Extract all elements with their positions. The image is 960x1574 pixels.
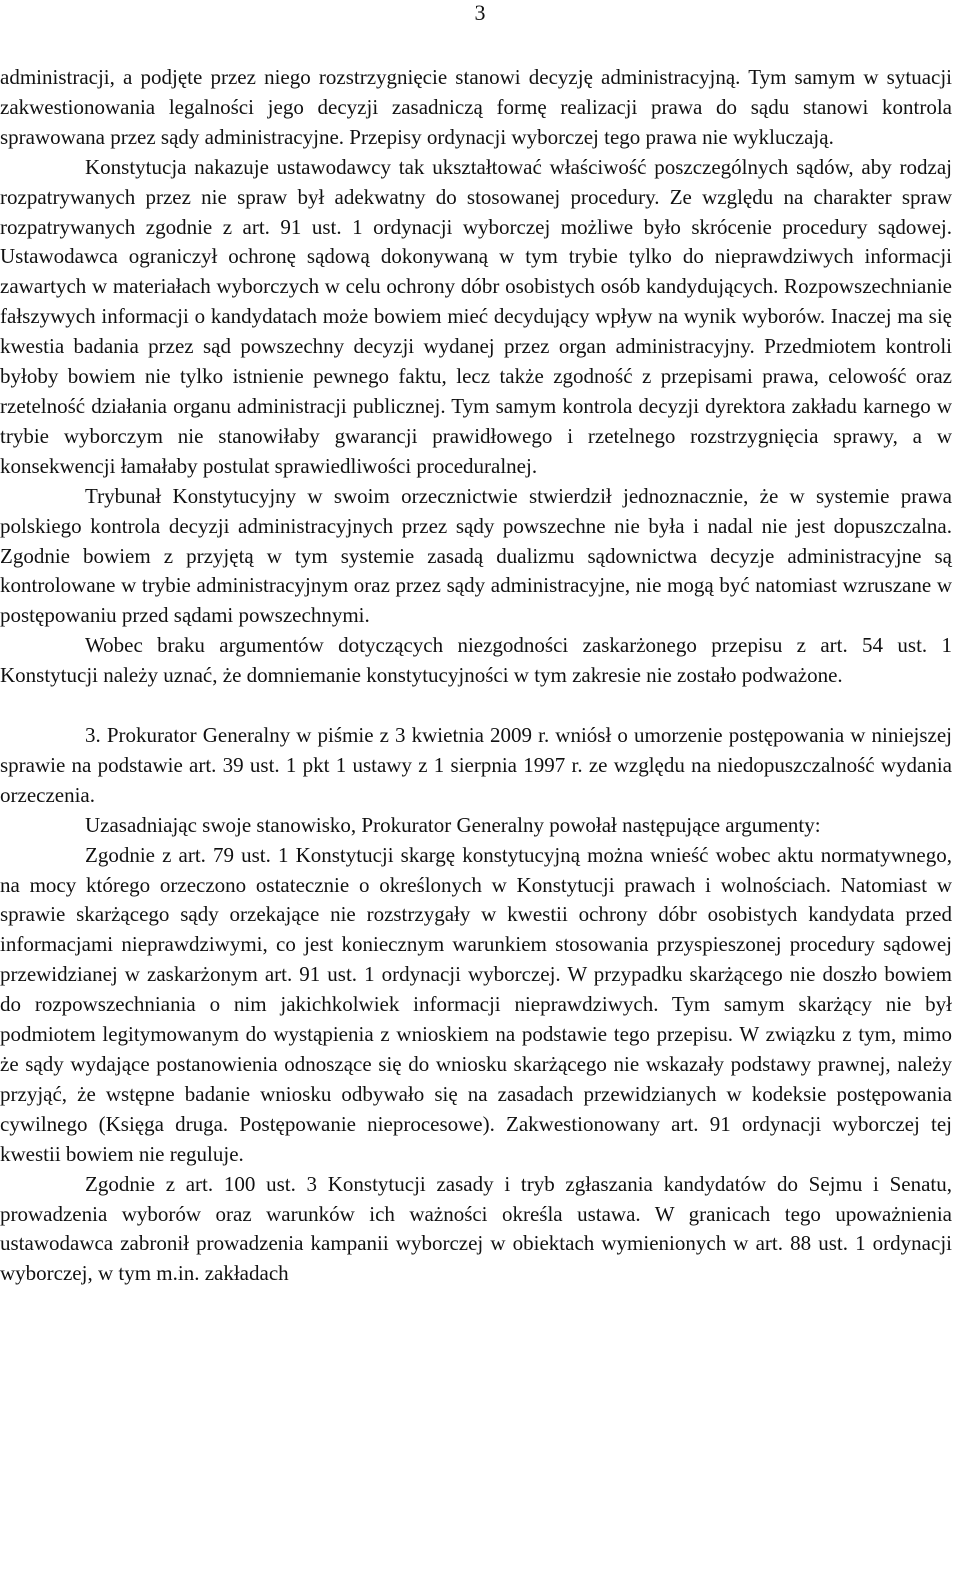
paragraph-1: administracji, a podjęte przez niego rozstrzygnięcie stanowi decyzję administracyjną. Tym samym w sytuacji zakwestionowania legalności jego decyzji zasadniczą formę realizacji prawa do sądu stanowi kontrola sprawowana przez sądy administracyjne. Przepisy ordynacji wyborczej tego prawa nie wykluczają.: [0, 65, 952, 149]
paragraph-2: Konstytucja nakazuje ustawodawcy tak ukształtować właściwość poszczególnych sądów, aby rodzaj rozpatrywanych przez nie spraw był adekwatny do stosowanej procedury. Ze względu na charakter spraw rozpatrywanych zgodnie z art. 91 ust. 1 ordynacji wyborczej możliwe było skrócenie procedury sądowej. Ustawodawca ograniczył ochronę sądową dokonywaną w tym trybie tylko do nieprawdziwych informacji zawartych w materiałach wyborczych w celu ochrony dóbr osobistych osób kandydujących. Rozpowszechnianie fałszywych informacji o kandydatach może bowiem mieć decydujący wpływ na wynik wyborów. Inaczej ma się kwestia badania przez sąd powszechny decyzji wydanej przez organ administracyjny. Przedmiotem kontroli byłoby bowiem nie tylko istnienie pewnego faktu, lecz także zgodność z przepisami prawa, celowość oraz rzetelność działania organu administracji publicznej. Tym samym kontrola decyzji dyrektora zakładu karnego w trybie wyborczym nie stanowiłaby gwarancji prawidłowego i rzetelnego rozstrzygnięcia sprawy, a w konsekwencji łamałaby postulat sprawiedliwości proceduralnej.: [0, 154, 952, 478]
paragraph-5: 3. Prokurator Generalny w piśmie z 3 kwietnia 2009 r. wniósł o umorzenie postępowania w niniejszej sprawie na podstawie art. 39 ust. 1 pkt 1 ustawy z 1 sierpnia 1997 r. ze względu na niedopuszczalność wydania orzeczenia.: [0, 723, 952, 807]
paragraph-8: Zgodnie z art. 100 ust. 3 Konstytucji zasady i tryb zgłaszania kandydatów do Sejmu i Senatu, prowadzenia wyborów oraz warunków ich ważności określa ustawa. W granicach tego upoważnienia ustawodawca zabronił prowadzenia kampanii wyborczej w obiektach wymienionych w art. 88 ust. 1 ordynacji wyborczej, w tym m.in. zakładach: [0, 1171, 952, 1286]
paragraph-4: Wobec braku argumentów dotyczących niezgodności zaskarżonego przepisu z art. 54 ust. 1 Konstytucji należy uznać, że domniemanie konstytucyjności w tym zakresie nie zostało podważone.: [0, 633, 952, 688]
document-body: [0, 63, 952, 1289]
page-number: 3: [474, 0, 486, 25]
section-gap: [0, 691, 952, 721]
paragraph-6: Uzasadniając swoje stanowisko, Prokurator Generalny powołał następujące argumenty:: [85, 812, 821, 837]
paragraph-7: Zgodnie z art. 79 ust. 1 Konstytucji skargę konstytucyjną można wnieść wobec aktu normatywnego, na mocy którego orzeczono ostatecznie o określonych w Konstytucji prawach i wolnościach. Natomiast w sprawie skarżącego sądy orzekające nie rozstrzygały w kwestii ochrony dóbr osobistych kandydata przed informacjami nieprawdziwymi, co jest koniecznym warunkiem stosowania przyspieszonej procedury sądowej przewidzianej w zaskarżonym art. 91 ust. 1 ordynacji wyborczej. W przypadku skarżącego nie doszło bowiem do rozpowszechniania o nim jakichkolwiek informacji nieprawdziwych. Tym samym skarżący nie był podmiotem legitymowanym do wystąpienia z wnioskiem na podstawie tego przepisu. W związku z tym, mimo że sądy wydające postanowienia odnoszące się do wniosku skarżącego nie wskazały podstawy prawnej, należy przyjąć, że wstępne badanie wniosku odbywało się na zasadach przewidzianych w kodeksie postępowania cywilnego (Księga druga. Postępowanie nieprocesowe). Zakwestionowany art. 91 ordynacji wyborczej tej kwestii bowiem nie reguluje.: [0, 842, 952, 1166]
paragraph-3: Trybunał Konstytucyjny w swoim orzecznictwie stwierdził jednoznacznie, że w systemie prawa polskiego kontrola decyzji administracyjnych przez sądy powszechne nie była i nadal nie jest dopuszczalna. Zgodnie bowiem z przyjętą w tym systemie zasadą dualizmu sądownictwa decyzje administracyjne są kontrolowane w trybie administracyjnym oraz przez sądy administracyjne, nie mogą być natomiast wzruszane w postępowaniu przed sądami powszechnymi.: [0, 483, 952, 628]
